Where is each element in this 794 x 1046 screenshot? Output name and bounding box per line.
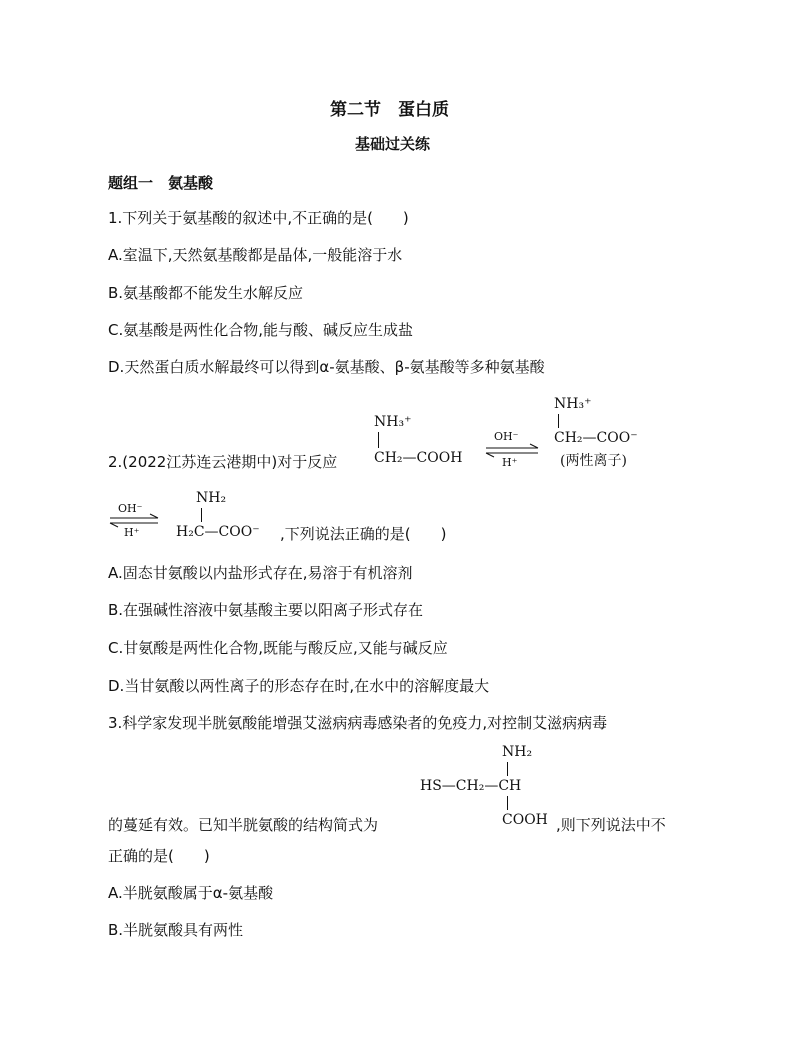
question-1-option-a: A.室温下,天然氨基酸都是晶体,一般能溶于水	[108, 246, 403, 264]
question-2-stem-suffix: ,下列说法正确的是( )	[280, 525, 447, 543]
cysteine-bottom-group: COOH	[502, 812, 548, 828]
mid-species-note: (两性离子)	[560, 453, 627, 469]
question-1-option-c: C.氨基酸是两性化合物,能与酸、碱反应生成盐	[108, 321, 414, 339]
page-title: 第二节 蛋白质	[330, 100, 449, 120]
question-3-stem-line2-prefix: 的蔓延有效。已知半胱氨酸的结构简式为	[108, 816, 379, 834]
question-3-option-b: B.半胱氨酸具有两性	[108, 921, 244, 939]
section-subtitle: 基础过关练	[355, 135, 431, 153]
question-3-stem-line3: 正确的是( )	[108, 847, 210, 865]
question-3-stem-line1: 3.科学家发现半胱氨酸能增强艾滋病病毒感染者的免疫力,对控制艾滋病病毒	[108, 714, 608, 732]
question-2-option-c: C.甘氨酸是两性化合物,既能与酸反应,又能与碱反应	[108, 639, 448, 657]
question-2-stem-prefix: 2.(2022江苏连云港期中)对于反应	[108, 453, 338, 471]
cysteine-main-chain: HS—CH₂—CH	[420, 778, 522, 794]
question-2-option-a: A.固态甘氨酸以内盐形式存在,易溶于有机溶剂	[108, 564, 413, 582]
left-species-main: CH₂—COOH	[374, 450, 463, 466]
bond-line	[378, 432, 379, 448]
question-2-option-b: B.在强碱性溶液中氨基酸主要以阳离子形式存在	[108, 601, 424, 619]
cysteine-top-group: NH₂	[502, 744, 533, 760]
equilibrium-arrow-icon	[484, 446, 540, 456]
group-heading: 题组一 氨基酸	[108, 174, 214, 192]
mid-species-main: CH₂—COO⁻	[554, 430, 638, 446]
question-1-option-d: D.天然蛋白质水解最终可以得到α-氨基酸、β-氨基酸等多种氨基酸	[108, 358, 545, 376]
equilibrium-arrow-icon	[108, 516, 160, 526]
right-species-top-group: NH₂	[196, 490, 227, 506]
bond-line	[201, 508, 202, 522]
left-species-top-group: NH₃⁺	[374, 414, 412, 430]
bond-line	[507, 762, 508, 776]
question-3-option-a: A.半胱氨酸属于α-氨基酸	[108, 884, 274, 902]
arrow2-top-label: OH⁻	[118, 502, 143, 515]
mid-species-top-group: NH₃⁺	[554, 396, 592, 412]
question-1-stem: 1.下列关于氨基酸的叙述中,不正确的是( )	[108, 209, 409, 227]
bond-line	[507, 796, 508, 810]
bond-line	[558, 414, 559, 428]
arrow2-bottom-label: H⁺	[124, 526, 140, 539]
arrow1-top-label: OH⁻	[494, 430, 519, 443]
question-3-stem-line2-suffix: ,则下列说法中不	[556, 816, 666, 834]
question-1-option-b: B.氨基酸都不能发生水解反应	[108, 284, 304, 302]
question-2-option-d: D.当甘氨酸以两性离子的形态存在时,在水中的溶解度最大	[108, 677, 490, 695]
right-species-main: H₂C—COO⁻	[176, 524, 260, 540]
arrow1-bottom-label: H⁺	[502, 456, 518, 469]
